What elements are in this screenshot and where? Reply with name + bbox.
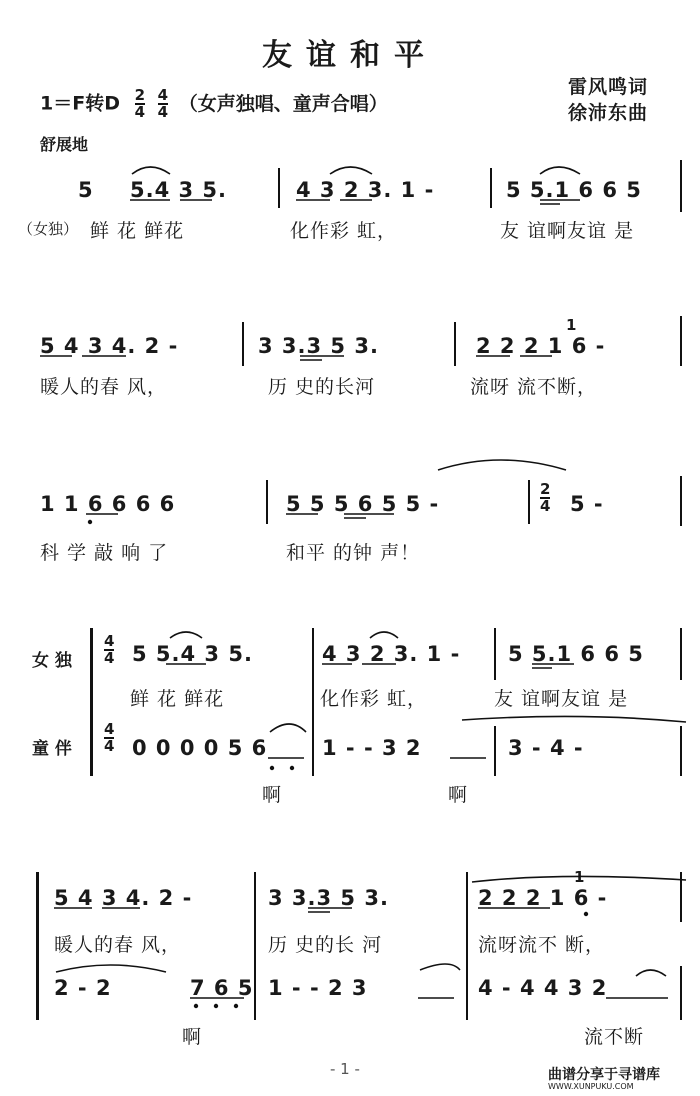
time-signature-4-4-children: 4 4 (104, 720, 115, 755)
notes-s4-child-m2: 1 - - 3 2 (322, 736, 422, 760)
lyrics-s1-m3: 友 谊啊友谊 是 (500, 220, 635, 242)
notes-s5-solo-m1: 5 4 3 4. 2 - (54, 886, 193, 910)
lyrics-s2-m1: 暖人的春 风， (40, 376, 168, 398)
lyrics-s5-child-1: 啊 (182, 1026, 203, 1048)
notes-s5-child-m1: 2 - 2 (54, 976, 112, 1000)
page-title: 友谊和平 (262, 38, 438, 73)
octave-dot (234, 1004, 238, 1008)
lyrics-s3-m1: 科 学 敲 响 了 (40, 542, 169, 564)
slur (270, 724, 306, 732)
slur (330, 167, 372, 174)
time-signature-4-4: $\frac{4}{4}$ (157, 86, 169, 121)
octave-dot (88, 520, 92, 524)
notes-s4-solo-m1: 5 5.4 3 5. (132, 642, 253, 666)
lyrics-s5-m1: 暖人的春 风， (54, 934, 182, 956)
role-children: 童 伴 (32, 739, 72, 759)
watermark-url: WWW.XUNPUKU.COM (548, 1082, 634, 1091)
notes-s1-m0: 5 (78, 178, 94, 202)
notes-s5-solo-m3: 2 2 2 1 6 - (478, 886, 608, 910)
slur (370, 632, 398, 638)
slur (462, 716, 686, 722)
lyrics-s4-m1: 鲜 花 鲜花 (130, 688, 225, 710)
key-signature: 1＝F转D (40, 92, 120, 115)
page-number: - 1 - (330, 1060, 360, 1078)
notes-s1-m3: 5 5.1 6 6 5 (506, 178, 642, 202)
role-female-solo: 女 独 (32, 651, 72, 671)
notes-s5-solo-m2: 3 3.3 5 3. (268, 886, 389, 910)
lyrics-s4-child-1: 啊 (262, 784, 283, 806)
grace-note-s2: 1 (566, 316, 577, 334)
slur (472, 876, 686, 882)
notes-s4-child-m1: 0 0 0 0 5 6 (132, 736, 268, 760)
notes-s2-m3: 2 2 2 1 6 - (476, 334, 606, 358)
slur (636, 970, 666, 976)
notes-s5-child-m2: 1 - - 2 3 (268, 976, 368, 1000)
notes-s3-m2: 5 5 5 6 5 5 - (286, 492, 440, 516)
time-signature-4-4-solo: 4 4 (104, 632, 115, 667)
role-solo-line: （女独） (18, 220, 79, 238)
octave-dot (194, 1004, 198, 1008)
notes-s2-m1: 5 4 3 4. 2 - (40, 334, 179, 358)
slur (438, 460, 566, 470)
notes-s4-solo-m2: 4 3 2 3. 1 - (322, 642, 461, 666)
lyrics-s2-m2: 历 史的长河 (268, 376, 376, 398)
octave-dot (290, 766, 294, 770)
lyrics-s1-m1: 鲜 花 鲜花 (90, 220, 185, 242)
slur (132, 167, 170, 174)
lyrics-s5-m2: 历 史的长 河 (268, 934, 383, 956)
lyrics-s3-m2: 和平 的钟 声！ (286, 542, 421, 564)
time-signature-2-4: $\frac{2}{4}$ (134, 86, 146, 121)
composer: 徐沛东曲 (568, 102, 649, 124)
grace-note-s5: 1 (574, 868, 585, 886)
notes-s3-m1: 1 1 6 6 6 6 (40, 492, 176, 516)
slur (420, 964, 460, 970)
slur (540, 167, 580, 174)
notes-s3-m3: 5 - (570, 492, 604, 516)
lyrics-s1-m2: 化作彩 虹， (290, 220, 398, 242)
lyrics-s2-m3: 流呀 流不断， (470, 376, 598, 398)
octave-dot (270, 766, 274, 770)
lyrics-s5-m3: 流呀流不 断， (478, 934, 606, 956)
lyricist: 雷风鸣词 (568, 76, 649, 98)
notes-s5-child-m1b: 7 6 5 (190, 976, 254, 1000)
tempo-marking: 舒展地 (40, 135, 89, 154)
lyrics-s4-child-2: 啊 (448, 784, 469, 806)
notes-s1-m1: 5.4 3 5. (130, 178, 228, 202)
octave-dot (214, 1004, 218, 1008)
notes-s2-m2: 3 3.3 5 3. (258, 334, 379, 358)
voicing: （女声独唱、童声合唱） (178, 92, 388, 115)
notes-s5-child-m3: 4 - 4 4 3 2 (478, 976, 608, 1000)
octave-dot (584, 912, 588, 916)
lyrics-s5-child-2: 流不断 (584, 1026, 645, 1048)
lyrics-s4-m3: 友 谊啊友谊 是 (494, 688, 629, 710)
notes-s1-m2: 4 3 2 3. 1 - (296, 178, 435, 202)
time-signature-2-4-s3: 2 4 (540, 480, 551, 515)
lyrics-s4-m2: 化作彩 虹， (320, 688, 428, 710)
watermark: 曲谱分享于寻谱库 (548, 1067, 660, 1083)
slur (170, 632, 202, 638)
notes-s4-child-m3: 3 - 4 - (508, 736, 584, 760)
slur (56, 965, 166, 972)
notes-s4-solo-m3: 5 5.1 6 6 5 (508, 642, 644, 666)
